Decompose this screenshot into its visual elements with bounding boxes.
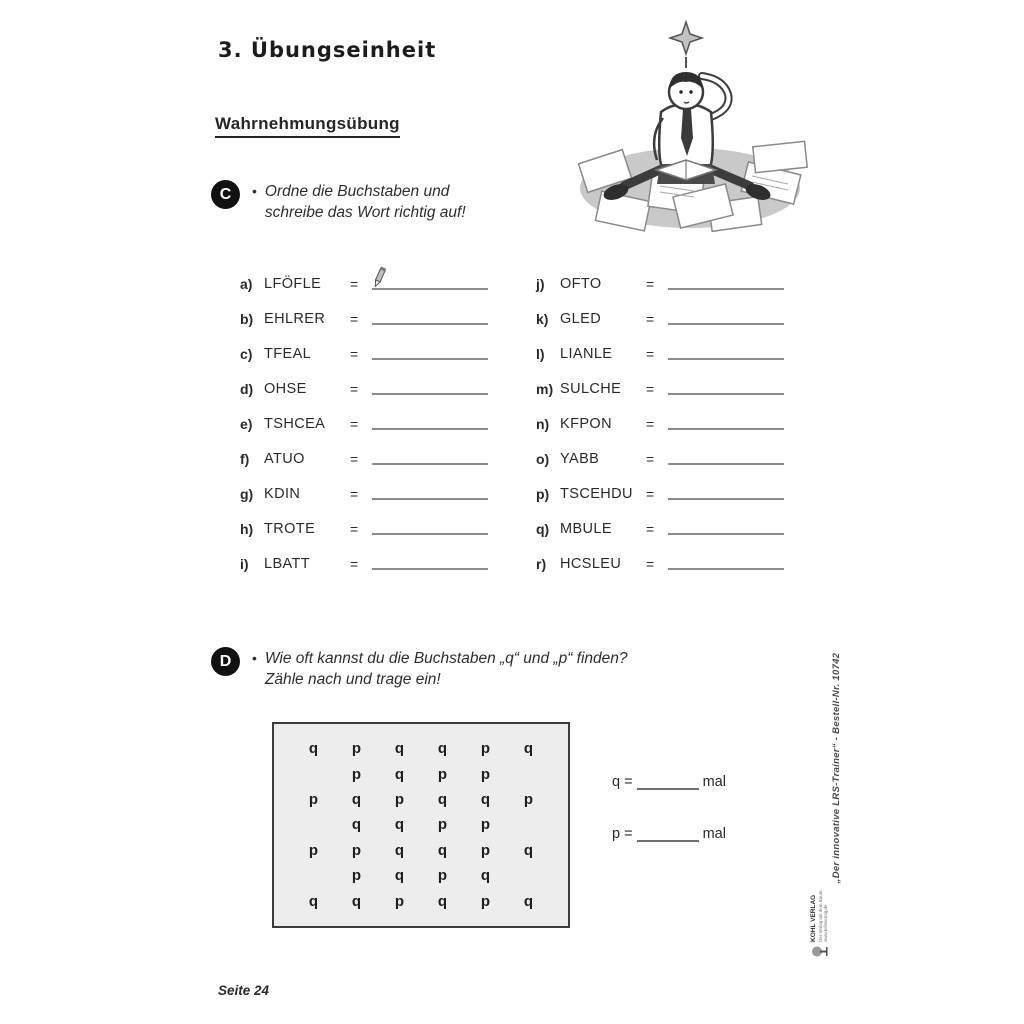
item-label: p) (536, 486, 550, 502)
grid-letter: p (351, 841, 362, 859)
grid-letter: p (394, 791, 405, 809)
grid-letter: q (351, 892, 362, 910)
scrambled-word: OHSE (264, 381, 307, 397)
scrambled-word: TFEAL (264, 346, 312, 362)
answer-line[interactable] (668, 272, 784, 290)
exercise-d-instruction-text (265, 648, 628, 690)
item-label: h) (240, 521, 254, 537)
equals-sign: = (646, 486, 655, 502)
word-row (536, 398, 784, 433)
grid-letter: q (394, 740, 405, 758)
word-row (536, 433, 784, 468)
word-row (536, 468, 784, 503)
word-row (536, 363, 784, 398)
exercise-c-letter: C (219, 185, 232, 203)
bullet-icon: • (252, 650, 257, 666)
instruction-line: schreibe das Wort richtig auf! (264, 204, 466, 221)
scrambled-word: KFPON (560, 416, 612, 432)
q-count-label: q = (612, 774, 633, 790)
grid-letter: p (308, 841, 319, 859)
answer-line[interactable] (668, 307, 784, 325)
equals-sign: = (350, 311, 359, 327)
grid-letter: q (437, 841, 448, 859)
grid-empty-cell (507, 863, 550, 888)
word-row (536, 293, 784, 328)
grid-letter: q (394, 765, 405, 783)
answer-line[interactable] (372, 342, 488, 360)
equals-sign: = (646, 521, 655, 537)
answer-line[interactable] (668, 517, 784, 535)
p-count-answer-line[interactable] (637, 826, 699, 842)
item-label: i) (240, 556, 249, 572)
equals-sign: = (646, 276, 655, 292)
grid-letter: p (480, 841, 491, 859)
confused-man-illustration (560, 16, 816, 234)
equals-sign: = (350, 486, 359, 502)
q-count-answer-line[interactable] (637, 774, 699, 790)
grid-letter: p (394, 892, 405, 910)
pencil-icon (370, 266, 388, 288)
grid-empty-cell (507, 812, 550, 837)
equals-sign: = (350, 346, 359, 362)
word-row (240, 328, 488, 363)
item-label: l) (536, 346, 545, 362)
exercise-d-badge (211, 647, 240, 676)
grid-letter: p (480, 765, 491, 783)
answer-line[interactable] (668, 412, 784, 430)
item-label: a) (240, 276, 253, 292)
item-label: j) (536, 276, 545, 292)
equals-sign: = (350, 556, 359, 572)
grid-letter: q (351, 816, 362, 834)
item-label: b) (240, 311, 254, 327)
q-count-suffix: mal (702, 774, 726, 790)
star-icon (670, 22, 702, 54)
scrambled-word: GLED (560, 311, 602, 327)
bullet-icon: • (252, 183, 257, 199)
grid-letter: p (308, 791, 319, 809)
equals-sign: = (646, 381, 655, 397)
grid-letter: q (480, 791, 491, 809)
equals-sign: = (646, 311, 655, 327)
item-label: e) (240, 416, 253, 432)
grid-letter: q (394, 816, 405, 834)
exercise-c-instruction (252, 181, 532, 223)
grid-letter: q (523, 740, 534, 758)
item-label: r) (536, 556, 547, 572)
word-row (240, 398, 488, 433)
grid-empty-cell (292, 863, 335, 888)
grid-letter: p (480, 740, 491, 758)
grid-letter: p (480, 892, 491, 910)
grid-letter: q (394, 867, 405, 885)
publisher-name: KOHL VERLAG (810, 894, 818, 942)
scrambled-word: YABB (560, 451, 600, 467)
exercise-d-letter: D (219, 652, 232, 670)
sidebar-vertical-text: „Der innovative LRS-Trainer“ - Bestell-Nr. 10742 (831, 652, 842, 884)
instruction-line: Zähle nach und trage ein! (264, 671, 441, 688)
grid-letter: p (480, 816, 491, 834)
grid-letter: q (308, 740, 319, 758)
word-row (536, 503, 784, 538)
letter-search-grid (272, 722, 570, 928)
p-count-field (612, 826, 726, 842)
scrambled-word: TSHCEA (264, 416, 326, 432)
word-row (240, 433, 488, 468)
grid-letter: p (437, 867, 448, 885)
item-label: f) (240, 451, 250, 467)
equals-sign: = (350, 416, 359, 432)
item-label: o) (536, 451, 550, 467)
scrambled-word: KDIN (264, 486, 301, 502)
grid-letter: q (523, 841, 534, 859)
publisher-tagline: Der Verlag mit dem Baum (817, 890, 823, 942)
grid-letter: q (437, 791, 448, 809)
scrambled-word: HCSLEU (560, 556, 622, 572)
equals-sign: = (646, 346, 655, 362)
word-row (240, 293, 488, 328)
item-label: n) (536, 416, 550, 432)
publisher-website: www.kohlverlag.de (822, 904, 828, 942)
grid-letter: p (351, 867, 362, 885)
exercise-c-instruction-text (265, 181, 466, 223)
answer-line[interactable] (668, 447, 784, 465)
grid-letter: p (351, 765, 362, 783)
word-row (536, 328, 784, 363)
item-label: g) (240, 486, 254, 502)
scrambled-word: SULCHE (560, 381, 622, 397)
grid-letter: q (394, 841, 405, 859)
word-row (240, 468, 488, 503)
item-label: d) (240, 381, 254, 397)
scrambled-word: LBATT (264, 556, 311, 572)
q-count-field (612, 774, 726, 790)
exercise-c-badge (211, 180, 240, 209)
item-label: c) (240, 346, 253, 362)
instruction-line: Wie oft kannst du die Buchstaben „q“ und „p“ finden? (264, 650, 628, 667)
word-row (536, 258, 784, 293)
answer-line[interactable] (372, 377, 488, 395)
item-label: m) (536, 381, 554, 397)
publisher-logo (807, 876, 831, 958)
answer-line[interactable] (372, 412, 488, 430)
grid-letter: q (351, 791, 362, 809)
answer-line[interactable] (668, 377, 784, 395)
answer-line[interactable] (372, 482, 488, 500)
grid-letter: q (480, 867, 491, 885)
p-count-suffix: mal (702, 826, 726, 842)
page-title: 3. Übungseinheit (218, 38, 437, 62)
scrambled-word: ATUO (264, 451, 305, 467)
section-heading: Wahrnehmungsübung (215, 114, 400, 138)
p-count-label: p = (612, 826, 633, 842)
grid-empty-cell (292, 761, 335, 786)
answer-line[interactable] (668, 482, 784, 500)
word-row (240, 538, 488, 573)
grid-letter: q (437, 740, 448, 758)
tree-icon (811, 945, 828, 958)
exercise-d-instruction (252, 648, 722, 690)
page-number: Seite 24 (218, 983, 270, 998)
item-label: q) (536, 521, 550, 537)
scrambled-word: TSCEHDU (560, 486, 633, 502)
answer-line[interactable] (372, 447, 488, 465)
answer-line[interactable] (372, 307, 488, 325)
item-label: k) (536, 311, 549, 327)
scrambled-word: LIANLE (560, 346, 613, 362)
scrambled-word: TROTE (264, 521, 316, 537)
word-row (240, 503, 488, 538)
equals-sign: = (646, 451, 655, 467)
answer-line[interactable] (668, 342, 784, 360)
grid-letter: q (437, 892, 448, 910)
instruction-line: Ordne die Buchstaben und (264, 183, 450, 200)
word-list-left (240, 258, 488, 573)
grid-letter: p (437, 765, 448, 783)
grid-letter: q (308, 892, 319, 910)
scrambled-word: EHLRER (264, 311, 326, 327)
answer-line[interactable] (372, 272, 488, 290)
grid-empty-cell (292, 812, 335, 837)
grid-letter: p (437, 816, 448, 834)
scrambled-word: LFÖFLE (264, 276, 322, 292)
word-row (240, 258, 488, 293)
publisher-text (810, 890, 828, 942)
grid-letter: q (523, 892, 534, 910)
answer-line[interactable] (372, 552, 488, 570)
equals-sign: = (350, 451, 359, 467)
grid-empty-cell (507, 761, 550, 786)
equals-sign: = (646, 416, 655, 432)
equals-sign: = (350, 276, 359, 292)
word-list-right (536, 258, 784, 573)
scrambled-word: MBULE (560, 521, 612, 537)
equals-sign: = (350, 521, 359, 537)
equals-sign: = (350, 381, 359, 397)
answer-line[interactable] (372, 517, 488, 535)
grid-letter: p (523, 791, 534, 809)
scrambled-word: OFTO (560, 276, 602, 292)
word-row (240, 363, 488, 398)
answer-line[interactable] (668, 552, 784, 570)
equals-sign: = (646, 556, 655, 572)
word-row (536, 538, 784, 573)
grid-letter: p (351, 740, 362, 758)
